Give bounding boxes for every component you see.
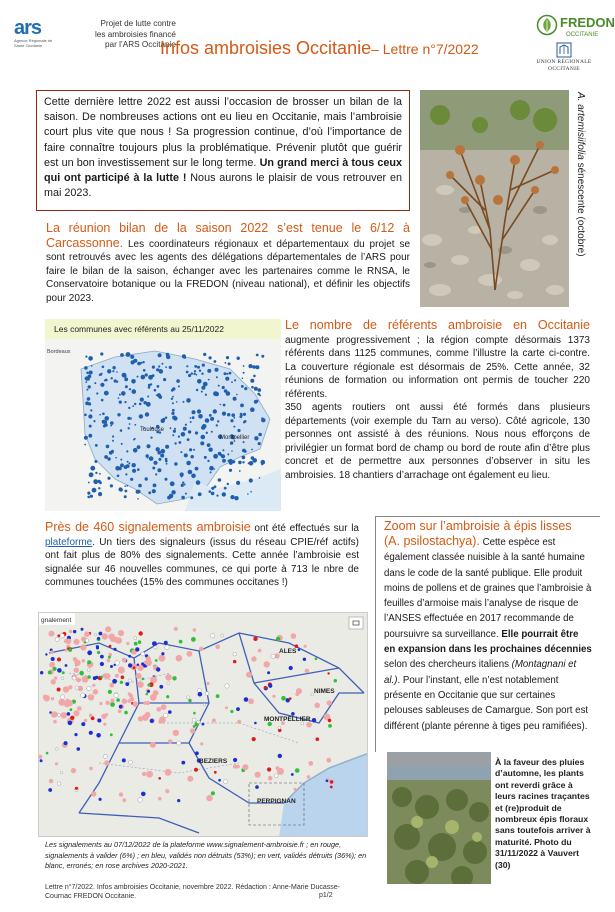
map-tab-label: gnalement	[41, 617, 72, 624]
referents-map-image	[45, 339, 281, 511]
title-sub: – Lettre n°7/2022	[371, 41, 479, 57]
fredon-region: OCCITANIE	[566, 32, 599, 38]
map-city-label: ALES	[279, 648, 297, 655]
region-name-line: OCCITANIE	[548, 66, 580, 72]
intro-text-end: Nous aurons le plaisir de vous retrouver en mai 2023.	[44, 172, 402, 200]
caption-rest: sénescente (octobre)	[575, 159, 586, 257]
zoom-body: Cette espèce est également classée nuisible à la santé humaine dans le code de la santé publique. Elle produit moins de pollens et de graines que l’ambroisie à feuilles d’armoise mais l’analyse de risque de l’ANSES effectuée en 2017 recommande de poursuivre sa surveillance.	[384, 537, 592, 640]
referents-map-label: Les communes avec référents au 25/11/2022	[45, 319, 281, 339]
referents-section	[285, 319, 590, 482]
psilostachya-photo	[387, 752, 491, 884]
page-number: p1/2	[319, 892, 333, 899]
zoom-title	[384, 519, 592, 733]
referents-map	[45, 319, 281, 511]
plateforme-link[interactable]: plateforme	[45, 536, 93, 548]
zoom-section	[375, 516, 600, 752]
region-name-line: UNION RÉGIONALE	[536, 59, 592, 65]
header-note-line: par l’ARS Occitanie	[105, 40, 176, 49]
occitanie-map-graphic	[45, 339, 281, 511]
map-city-label: NIMES	[314, 688, 335, 695]
footer-credit: Lettre n°7/2022. Infos ambroisies Occitanie, novembre 2022. Rédaction : Anne-Marie Ducasse-Cournac FREDON Occitanie.	[45, 884, 341, 900]
signalements-body-2: . Un tiers des signaleurs (issus du réseau CPIE/réf actifs) ont fait plus de 80% des signalements. Cette année l’ambroisie est signalée sur 46 nouvelles communes, ce qui porte à 713 le nbre de communes touchées (15% des communes occitanes !)	[45, 536, 359, 588]
map-city-label: BEZIERS	[199, 758, 228, 765]
region-emblem-icon	[556, 42, 572, 58]
signalements-map-caption: Les signalements au 07/12/2022 de la plateforme www.signalement-ambroisie.fr ; en rouge, signalements à valider (6%) ; en bleu, validés non détruits (53%); en vert, validés détruits (36%); en blanc, erronés; en rose archives 2020-2021.	[45, 840, 367, 870]
intro-box	[36, 90, 410, 211]
header-note-line: les ambroisies financé	[94, 29, 176, 39]
region-logo	[532, 42, 596, 82]
ambroisie-photo-graphic	[420, 90, 569, 307]
map-city-label: PERPIGNAN	[257, 798, 296, 805]
header-note	[58, 19, 176, 51]
intro-thanks: Un grand merci à tous ceux qui ont participé à la lutte !	[44, 156, 402, 185]
page-title	[160, 38, 520, 59]
photo-caption-top	[566, 92, 590, 292]
zoom-citation: (Montagnani et al.)	[384, 659, 577, 686]
map-city-label: Bordeaux	[47, 349, 71, 355]
title-main: Infos ambroisies Occitanie	[160, 38, 372, 58]
signalements-map-graphic	[39, 613, 368, 837]
reunion-section	[46, 222, 410, 305]
zoom-highlight: Elle pourrait être en expansion dans les prochaines décennies	[384, 628, 592, 656]
intro-text: Cette dernière lettre 2022 est aussi l’occasion de brosser un bilan de la saison. De nombreuses actions ont eu lieu en Occitanie, mais l’ambroisie court plus vite que nous ! Sa progression continue, d’où l’importance de faire connaître toujours plus la problématique. Prévenir plutôt que guérir est un bon investissement sur le long terme.	[44, 96, 402, 169]
zoom-body-2: selon des chercheurs italiens	[384, 659, 512, 671]
referents-title: Le nombre de référents ambroisie en Occitanie	[285, 318, 590, 332]
signalements-map	[38, 612, 368, 837]
reunion-title: La réunion bilan de la saison 2022 s’est tenue le 6/12 à Carcassonne.	[46, 221, 410, 250]
species-name: A. artemisiifolia	[575, 92, 586, 160]
referents-body-2: 350 agents routiers ont aussi été formés dans plusieurs départements (voir exemple du Tarn au verso). Côté agricole, 130 personnes ont assisté à des réunions. Nous nous efforçons de privilégier un format bord de champ ou bord de route afin d’être plus concret et de permettre aux personnes d’observer in situ les ambroisies. 18 chantiers d’arrachage ont également eu lieu.	[285, 402, 590, 481]
zoom-title-line: Zoom sur l’ambroisie à épis lisses	[384, 519, 572, 533]
map-city-label: MONTPELLIER	[264, 716, 311, 723]
map-city-label: Toulouse	[140, 427, 165, 433]
ars-logo-sub: Agence Régionale de Santé Occitanie	[14, 38, 53, 48]
map-city-label: Montpellier	[220, 435, 250, 441]
referents-body: augmente progressivement ; la région compte désormais 1373 référents dans 1125 communes, comme l’illustre la carte ci-contre. La couverture régionale est désormais de 25%. Cette année, 32 réunions de formation ou information ont permis de toucher 220 référents.	[285, 334, 590, 400]
zoom-body-3: . Pour l’instant, elle n’est notablement présente en Occitanie que sur certaines pelouses sableuses de Camargue. Son port est différent (plante pérenne à tiges peu ramifiées).	[384, 674, 589, 732]
psilostachya-photo-graphic	[387, 752, 491, 884]
zoom-title-species: (A. psilostachya).	[384, 534, 480, 548]
header-note-line: Projet de lutte contre	[100, 19, 176, 28]
reunion-body: Les coordinateurs régionaux et départementaux du projet se sont retrouvés avec les agents des délégations départementales de l’ARS pour faire le bilan de la saison, échanger avec les partenaires comme le RNSA, le Conservatoire botanique ou la FREDON (niveau national), et définir les objectifs pour 2023.	[46, 238, 410, 304]
psilostachya-photo-caption: À la faveur des pluies d’automne, les plants ont reverdi grâce à leurs racines traçantes et (re)produit de nombreux épis floraux sans toutefois arriver à maturité. Photo du 31/11/2022 à Vauvert (30)	[495, 757, 591, 870]
ars-logo-text: ars	[14, 17, 42, 39]
ars-logo	[14, 18, 56, 48]
signalements-title: Près de 460 signalements ambroisie	[45, 520, 251, 534]
signalements-section	[45, 521, 359, 590]
fredon-leaf-icon	[536, 14, 558, 36]
ambroisie-photo	[420, 90, 569, 307]
fredon-logo	[536, 12, 615, 42]
signalements-body: ont été effectués sur la	[250, 523, 359, 534]
map-zoom-control[interactable]	[349, 617, 363, 629]
fredon-name: FREDON	[560, 15, 615, 30]
